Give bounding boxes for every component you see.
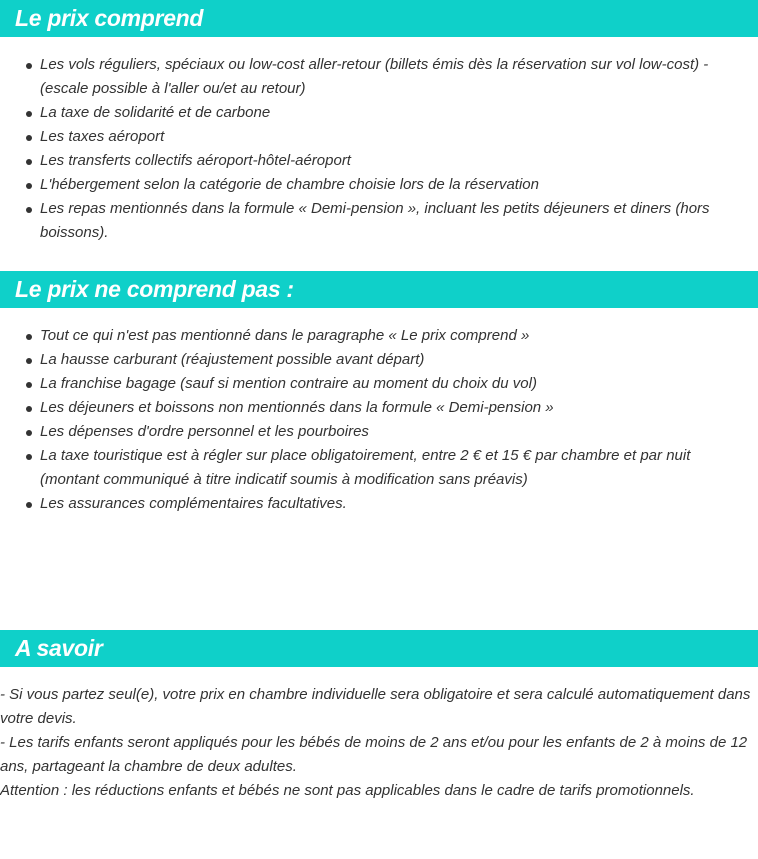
list-item: Les vols réguliers, spéciaux ou low-cost aller-retour (billets émis dès la réservation sur vol low-cost) - (escale possible à l'aller ou/et au retour) xyxy=(0,53,740,101)
list-item: Les dépenses d'ordre personnel et les pourboires xyxy=(0,420,740,444)
list-item: La hausse carburant (réajustement possible avant départ) xyxy=(0,348,740,372)
list-item: Les déjeuners et boissons non mentionnés dans la formule « Demi-pension » xyxy=(0,396,740,420)
list-item: Les repas mentionnés dans la formule « Demi-pension », incluant les petits déjeuners et diners (hors boissons). xyxy=(0,197,740,245)
section-header-good-to-know: A savoir xyxy=(0,630,758,667)
list-item: L'hébergement selon la catégorie de chambre choisie lors de la réservation xyxy=(0,173,740,197)
list-item: La taxe de solidarité et de carbone xyxy=(0,101,740,125)
list-item: Les transferts collectifs aéroport-hôtel-aéroport xyxy=(0,149,740,173)
list-item: Tout ce qui n'est pas mentionné dans le paragraphe « Le prix comprend » xyxy=(0,324,740,348)
price-includes-list xyxy=(0,53,740,245)
info-line: Attention : les réductions enfants et bébés ne sont pas applicables dans le cadre de tarifs promotionnels. xyxy=(0,782,695,799)
list-item: Les taxes aéroport xyxy=(0,125,740,149)
info-line: - Les tarifs enfants seront appliqués pour les bébés de moins de 2 ans et/ou pour les enfants de 2 à moins de 12 ans, partageant la chambre de deux adultes. xyxy=(0,734,748,775)
list-item: La franchise bagage (sauf si mention contraire au moment du choix du vol) xyxy=(0,372,740,396)
info-line: - Si vous partez seul(e), votre prix en chambre individuelle sera obligatoire et sera calculé automatiquement dans votre devis. xyxy=(0,686,751,727)
price-excludes-list xyxy=(0,324,740,516)
list-item: La taxe touristique est à régler sur place obligatoirement, entre 2 € et 15 € par chambre et par nuit (montant communiqué à titre indicatif soumis à modification sans préavis) xyxy=(0,444,740,492)
good-to-know-text xyxy=(0,683,752,803)
section-header-price-includes: Le prix comprend xyxy=(0,0,758,37)
section-header-price-excludes: Le prix ne comprend pas : xyxy=(0,271,758,308)
list-item: Les assurances complémentaires facultatives. xyxy=(0,492,740,516)
